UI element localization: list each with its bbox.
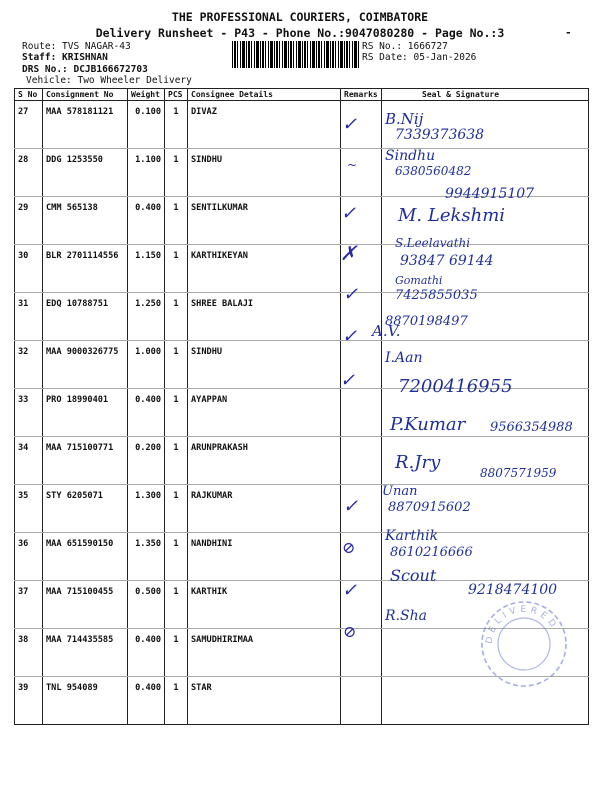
consignee: DIVAZ <box>188 101 341 149</box>
table-row <box>15 389 589 437</box>
consignee: RAJKUMAR <box>188 485 341 533</box>
signature-name: P.Kumar <box>390 414 466 435</box>
signature-phone: 7339373638 <box>395 127 485 143</box>
consignment-no: STY 6205071 <box>43 485 128 533</box>
consignee: AYAPPAN <box>188 389 341 437</box>
tick-mark: ✓ <box>340 370 356 391</box>
signature-cell <box>382 293 589 341</box>
table-row <box>15 197 589 245</box>
signature-phone: 9944915107 <box>445 186 535 202</box>
weight: 1.300 <box>128 485 165 533</box>
consignee: SHREE BALAJI <box>188 293 341 341</box>
remarks-cell <box>341 437 382 485</box>
signature-name: M. Lekshmi <box>398 205 506 226</box>
consignee: KARTHIK <box>188 581 341 629</box>
consignee: STAR <box>188 677 341 725</box>
vehicle-label: Vehicle: Two Wheeler Delivery <box>26 75 192 86</box>
col-signature: Seal & Signature <box>382 89 589 101</box>
consignment-no: EDQ 10788751 <box>43 293 128 341</box>
table-row <box>15 437 589 485</box>
signature-name: R.Jry <box>395 452 441 473</box>
consignment-no: MAA 9000326775 <box>43 341 128 389</box>
staff-label: Staff: KRISHNAN <box>22 52 108 63</box>
stamp-text: DELIVERED <box>484 604 560 645</box>
signature-phone: 8870198497 <box>385 314 468 329</box>
tick-mark: ✓ <box>341 203 357 224</box>
pcs: 1 <box>165 677 188 725</box>
consignee: SINDHU <box>188 149 341 197</box>
company-title: THE PROFESSIONAL COURIERS, COIMBATORE <box>171 10 429 24</box>
signature-phone: 8870915602 <box>388 500 471 515</box>
weight: 0.200 <box>128 437 165 485</box>
signature-cell <box>382 101 589 149</box>
signature-name: Karthik <box>385 528 439 544</box>
consignee: SAMUDHIRIMAA <box>188 629 341 677</box>
remarks-cell <box>341 197 382 245</box>
runsheet-subtitle: Delivery Runsheet - P43 - Phone No.:9047080280 - Page No.:3 <box>95 26 505 40</box>
consignment-no: MAA 715100455 <box>43 581 128 629</box>
rs-number: RS No.: 1666727 <box>362 41 448 52</box>
signature-cell <box>382 437 589 485</box>
consignee: NANDHINI <box>188 533 341 581</box>
remarks-cell <box>341 389 382 437</box>
signature-phone: 7425855035 <box>395 288 478 303</box>
remarks-cell <box>341 533 382 581</box>
corner-mark: - <box>565 26 572 39</box>
signature-cell <box>382 533 589 581</box>
consignee: SENTILKUMAR <box>188 197 341 245</box>
table-row <box>15 149 589 197</box>
consignment-no: MAA 715100771 <box>43 437 128 485</box>
weight: 0.400 <box>128 197 165 245</box>
table-row <box>15 341 589 389</box>
weight: 0.500 <box>128 581 165 629</box>
table-header <box>15 89 589 101</box>
consignment-no: MAA 714435585 <box>43 629 128 677</box>
table-row <box>15 293 589 341</box>
signature-name: I.Aan <box>385 350 423 366</box>
sno: 31 <box>15 293 43 341</box>
weight: 0.400 <box>128 677 165 725</box>
route-label: Route: TVS NAGAR-43 <box>22 41 131 52</box>
barcode <box>232 41 360 68</box>
col-sno: S No <box>15 89 43 101</box>
signature-phone: 9218474100 <box>468 582 558 598</box>
sno: 37 <box>15 581 43 629</box>
pcs: 1 <box>165 629 188 677</box>
signature-name: Unan <box>382 484 418 499</box>
tick-mark: ~ <box>347 158 358 172</box>
col-consignee: Consignee Details <box>188 89 341 101</box>
consignment-no: TNL 954089 <box>43 677 128 725</box>
tick-mark: ✓ <box>342 326 358 347</box>
sno: 36 <box>15 533 43 581</box>
sno: 35 <box>15 485 43 533</box>
signature-phone: 8807571959 <box>480 466 557 480</box>
signature-cell <box>382 485 589 533</box>
signature-phone: 8610216666 <box>390 545 473 560</box>
pcs: 1 <box>165 437 188 485</box>
sno: 29 <box>15 197 43 245</box>
sno: 32 <box>15 341 43 389</box>
consignment-no: DDG 1253550 <box>43 149 128 197</box>
signature-name: B.Nij <box>385 110 424 128</box>
tick-mark: ✓ <box>342 114 358 135</box>
pcs: 1 <box>165 293 188 341</box>
signature-name: S.Leelavathi <box>395 236 471 250</box>
signature-name: A.V. <box>372 322 401 340</box>
remarks-cell <box>341 581 382 629</box>
signature-name: R.Sha <box>385 608 427 624</box>
sno: 39 <box>15 677 43 725</box>
drs-number: DRS No.: DCJB166672703 <box>22 64 148 75</box>
pcs: 1 <box>165 149 188 197</box>
col-pcs: PCS <box>165 89 188 101</box>
remarks-cell <box>341 677 382 725</box>
consignment-no: PRO 18990401 <box>43 389 128 437</box>
tick-mark: ⊘ <box>343 622 357 641</box>
pcs: 1 <box>165 101 188 149</box>
consignment-no: BLR 2701114556 <box>43 245 128 293</box>
signature-cell <box>382 149 589 197</box>
weight: 0.100 <box>128 101 165 149</box>
table-row <box>15 485 589 533</box>
pcs: 1 <box>165 533 188 581</box>
weight: 0.400 <box>128 629 165 677</box>
sno: 30 <box>15 245 43 293</box>
consignment-no: MAA 651590150 <box>43 533 128 581</box>
consignment-no: MAA 578181121 <box>43 101 128 149</box>
remarks-cell <box>341 245 382 293</box>
signature-phone: 93847 69144 <box>400 253 494 269</box>
tick-mark: ⊘ <box>342 538 356 557</box>
pcs: 1 <box>165 389 188 437</box>
remarks-cell <box>341 293 382 341</box>
consignment-no: CMM 565138 <box>43 197 128 245</box>
sno: 28 <box>15 149 43 197</box>
col-weight: Weight <box>128 89 165 101</box>
table-row <box>15 245 589 293</box>
tick-mark: ✗ <box>340 241 357 265</box>
signature-phone: 6380560482 <box>395 164 472 178</box>
consignee: ARUNPRAKASH <box>188 437 341 485</box>
weight: 1.000 <box>128 341 165 389</box>
sno: 34 <box>15 437 43 485</box>
signature-name: Sindhu <box>385 148 436 164</box>
weight: 1.350 <box>128 533 165 581</box>
weight: 1.100 <box>128 149 165 197</box>
pcs: 1 <box>165 197 188 245</box>
signature-cell <box>382 389 589 437</box>
signature-cell <box>382 341 589 389</box>
signature-phone: 7200416955 <box>398 376 513 397</box>
signature-name: Gomathi <box>395 274 443 287</box>
pcs: 1 <box>165 581 188 629</box>
consignee: KARTHIKEYAN <box>188 245 341 293</box>
tick-mark: ✓ <box>343 496 359 517</box>
remarks-cell <box>341 101 382 149</box>
sno: 27 <box>15 101 43 149</box>
courier-stamp <box>478 598 570 690</box>
signature-cell <box>382 245 589 293</box>
rs-date: RS Date: 05-Jan-2026 <box>362 52 477 63</box>
pcs: 1 <box>165 341 188 389</box>
tick-mark: ✓ <box>343 284 359 305</box>
remarks-cell <box>341 485 382 533</box>
weight: 1.150 <box>128 245 165 293</box>
signature-phone: 9566354988 <box>490 420 573 435</box>
signature-cell <box>382 197 589 245</box>
sno: 33 <box>15 389 43 437</box>
table-row <box>15 533 589 581</box>
remarks-cell <box>341 149 382 197</box>
weight: 0.400 <box>128 389 165 437</box>
consignee: SINDHU <box>188 341 341 389</box>
tick-mark: ✓ <box>342 580 358 601</box>
svg-text:DELIVERED <box>485 605 560 645</box>
sno: 38 <box>15 629 43 677</box>
pcs: 1 <box>165 245 188 293</box>
signature-name: Scout <box>390 566 437 585</box>
remarks-cell <box>341 629 382 677</box>
table-row <box>15 101 589 149</box>
pcs: 1 <box>165 485 188 533</box>
col-consignment: Consignment No <box>43 89 128 101</box>
weight: 1.250 <box>128 293 165 341</box>
remarks-cell <box>341 341 382 389</box>
col-remarks: Remarks <box>341 89 382 101</box>
